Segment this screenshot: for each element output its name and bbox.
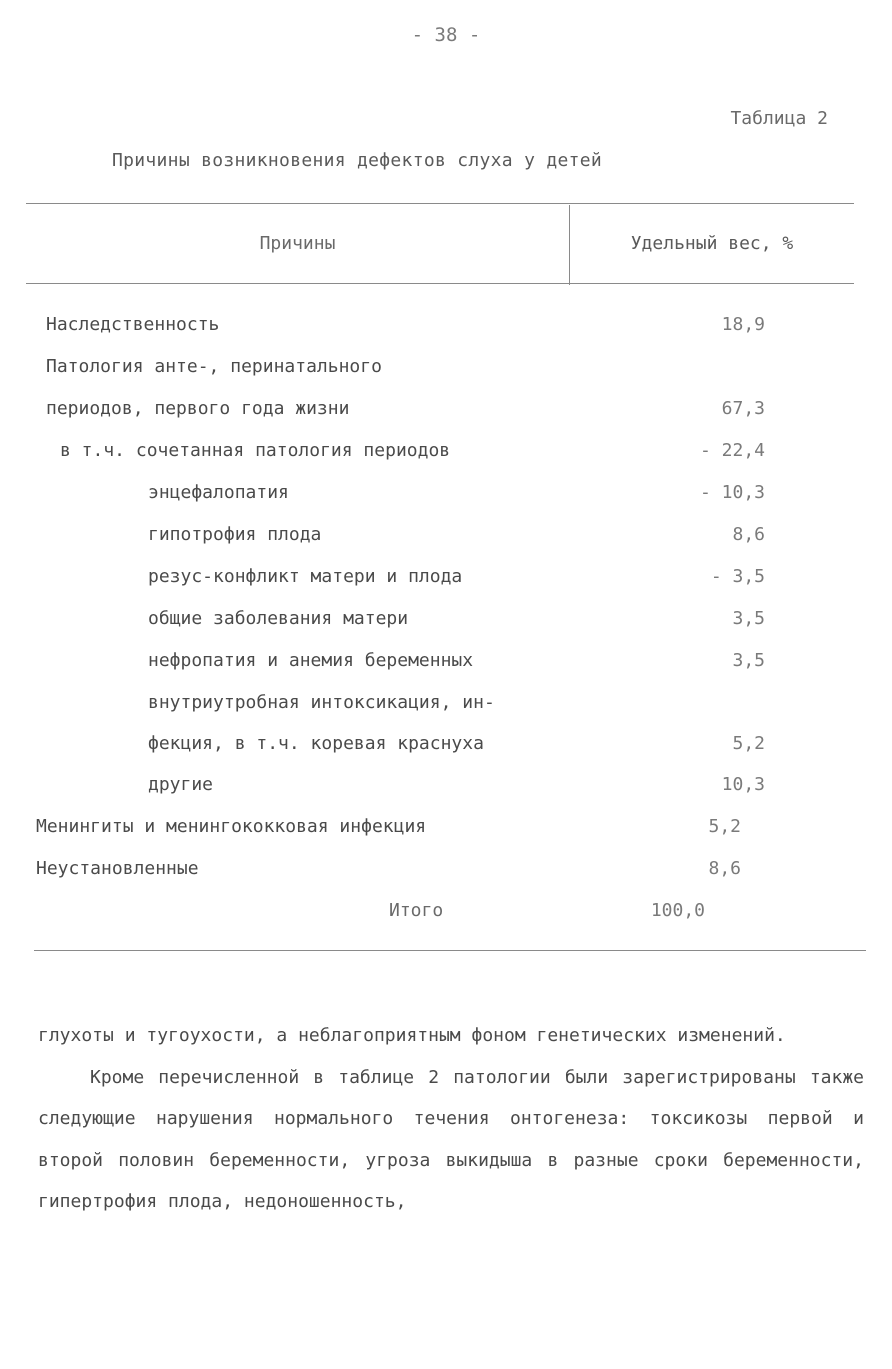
table-row xyxy=(0,608,892,638)
table-title: Причины возникновения дефектов слуха у детей xyxy=(112,150,603,171)
table-bottom-rule xyxy=(34,950,866,951)
row-cause: в т.ч. сочетанная патология периодов xyxy=(60,440,451,461)
table-label: Таблица 2 xyxy=(730,108,828,129)
row-value: 18,9 xyxy=(721,314,765,335)
table-row xyxy=(0,524,892,554)
table-row xyxy=(0,858,892,888)
table-row xyxy=(0,482,892,512)
row-cause: внутриутробная интоксикация, ин- xyxy=(148,692,495,713)
row-cause: периодов, первого года жизни xyxy=(46,398,350,419)
table-row xyxy=(0,314,892,344)
row-cause: Патология анте-, перинатального xyxy=(46,356,382,377)
table-row xyxy=(0,774,892,804)
table-total-row xyxy=(0,900,892,930)
row-value: 8,6 xyxy=(732,524,765,545)
header-share: Удельный вес, % xyxy=(630,233,794,254)
row-cause: общие заболевания матери xyxy=(148,608,409,629)
table-row xyxy=(0,440,892,470)
row-value: 3,5 xyxy=(732,608,765,629)
row-cause: резус-конфликт матери и плода xyxy=(148,566,463,587)
row-value: - 3,5 xyxy=(710,566,765,587)
row-cause: Менингиты и менингококковая инфекция xyxy=(36,816,427,837)
row-value: 67,3 xyxy=(721,398,765,419)
table-row xyxy=(0,398,892,428)
row-cause: фекция, в т.ч. коревая краснуха xyxy=(148,733,484,754)
table-row xyxy=(0,566,892,596)
table-row xyxy=(0,692,892,722)
row-value: 5,2 xyxy=(732,733,765,754)
paragraph: Кроме перечисленной в таблице 2 патологии были зарегистрированы также следующие нарушения нормального течения онтогенеза: токсикозы первой и второй половин беременности, угроза выкидыша в разные сроки беременности, гипертрофия плода, недоношенность, xyxy=(38,1066,864,1212)
body-text xyxy=(38,1015,864,1223)
table-row xyxy=(0,650,892,680)
row-cause: нефропатия и анемия беременных xyxy=(148,650,474,671)
page-number: - 38 - xyxy=(411,24,481,46)
row-cause: Неустановленные xyxy=(36,858,199,879)
row-value: - 10,3 xyxy=(699,482,765,503)
table-row xyxy=(0,356,892,386)
row-cause: другие xyxy=(148,774,214,795)
row-cause: энцефалопатия xyxy=(148,482,289,503)
row-value: 3,5 xyxy=(732,650,765,671)
row-cause: Наследственность xyxy=(46,314,220,335)
row-value: 5,2 xyxy=(708,816,741,837)
table-row xyxy=(0,816,892,846)
total-value: 100,0 xyxy=(650,900,705,921)
row-value: - 22,4 xyxy=(699,440,765,461)
table-row xyxy=(0,733,892,763)
row-value: 10,3 xyxy=(721,774,765,795)
header-cause: Причины xyxy=(259,233,336,254)
row-value: 8,6 xyxy=(708,858,741,879)
total-label: Итого xyxy=(389,900,444,921)
table-top-rule xyxy=(26,203,854,204)
paragraph: глухоты и тугоухости, а неблагоприятным фоном генетических изменений. xyxy=(38,1025,786,1046)
table-header-rule xyxy=(26,283,854,284)
row-cause: гипотрофия плода xyxy=(148,524,322,545)
